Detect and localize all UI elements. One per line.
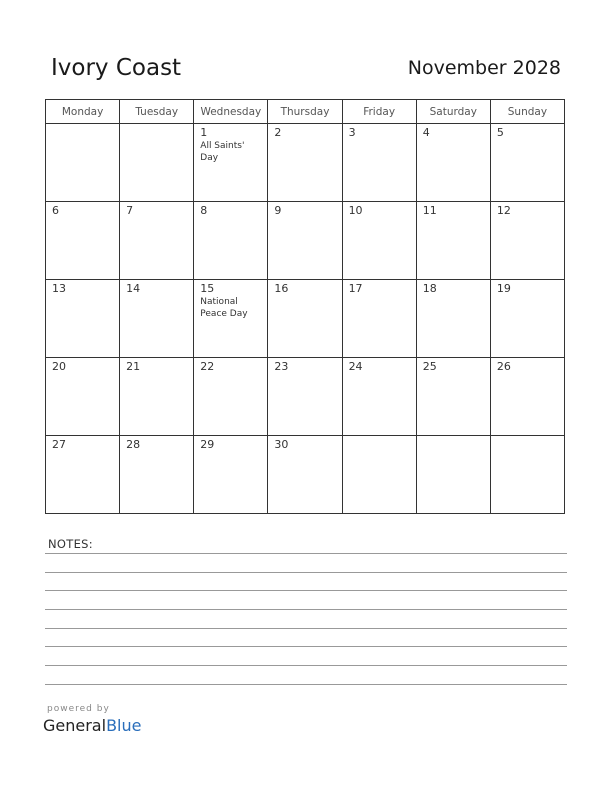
day-number: 30 <box>274 438 289 451</box>
powered-by-text: powered by <box>47 704 110 714</box>
week-row <box>46 280 565 358</box>
day-number: 14 <box>126 282 141 295</box>
day-number: 6 <box>52 204 59 217</box>
week-row <box>46 358 565 436</box>
week-row <box>46 202 565 280</box>
day-number: 3 <box>348 126 356 139</box>
day-cell <box>416 280 490 358</box>
day-number: 28 <box>126 438 141 451</box>
day-cell <box>46 358 120 436</box>
day-number: 19 <box>496 282 511 295</box>
day-number: 11 <box>422 204 437 217</box>
day-number: 21 <box>126 360 141 373</box>
day-cell <box>268 280 342 358</box>
day-cell <box>194 436 268 514</box>
notes-line <box>45 646 567 647</box>
weekday-tuesday: Tuesday <box>120 100 194 124</box>
month-year-title: November 2028 <box>407 57 561 79</box>
day-number: 26 <box>496 360 511 373</box>
day-cell <box>490 358 564 436</box>
notes-line <box>45 572 567 573</box>
weekday-sunday: Sunday <box>490 100 564 124</box>
day-cell <box>268 202 342 280</box>
holiday-label: National Peace Day <box>200 297 248 319</box>
day-cell <box>120 280 194 358</box>
day-number: 5 <box>496 126 504 139</box>
day-cell <box>194 280 268 358</box>
day-cell <box>46 436 120 514</box>
notes-line <box>45 553 567 554</box>
day-cell <box>342 436 416 514</box>
holiday-label: All Saints' Day <box>200 141 245 163</box>
day-cell <box>194 202 268 280</box>
day-number: 12 <box>496 204 511 217</box>
notes-line <box>45 628 567 629</box>
weekday-thursday: Thursday <box>268 100 342 124</box>
day-cell <box>490 124 564 202</box>
day-number: 22 <box>200 360 215 373</box>
notes-line <box>45 684 567 685</box>
day-number: 29 <box>200 438 215 451</box>
day-cell <box>194 124 268 202</box>
day-cell <box>490 280 564 358</box>
day-number: 27 <box>52 438 66 451</box>
day-cell <box>342 124 416 202</box>
week-row <box>46 436 565 514</box>
day-cell <box>416 202 490 280</box>
weekday-saturday: Saturday <box>416 100 490 124</box>
notes-label: NOTES: <box>48 537 93 551</box>
day-cell <box>342 202 416 280</box>
day-cell <box>268 436 342 514</box>
weekday-monday: Monday <box>46 100 120 124</box>
day-cell <box>268 124 342 202</box>
notes-line <box>45 590 567 591</box>
day-number: 8 <box>200 204 208 217</box>
day-cell <box>120 124 194 202</box>
brand-blue: Blue <box>106 716 142 735</box>
day-number: 16 <box>274 282 289 295</box>
week-row <box>46 124 565 202</box>
country-title: Ivory Coast <box>51 55 182 81</box>
day-number: 10 <box>348 204 363 217</box>
day-cell <box>490 202 564 280</box>
day-number: 7 <box>126 204 134 217</box>
day-cell <box>46 202 120 280</box>
day-number: 13 <box>52 282 66 295</box>
day-cell <box>416 436 490 514</box>
day-number: 2 <box>274 126 282 139</box>
day-cell <box>342 358 416 436</box>
day-number: 18 <box>422 282 437 295</box>
day-number: 15 <box>200 282 215 295</box>
calendar-grid <box>45 99 565 514</box>
notes-line <box>45 665 567 666</box>
weekday-wednesday: Wednesday <box>194 100 268 124</box>
weekday-header-row <box>46 100 565 124</box>
day-cell <box>416 358 490 436</box>
day-cell <box>120 358 194 436</box>
day-cell <box>268 358 342 436</box>
day-cell <box>120 436 194 514</box>
day-cell <box>342 280 416 358</box>
day-cell <box>194 358 268 436</box>
day-number: 9 <box>274 204 282 217</box>
day-number: 24 <box>348 360 363 373</box>
day-number: 4 <box>422 126 430 139</box>
day-number: 1 <box>200 126 208 139</box>
day-cell <box>120 202 194 280</box>
brand-general: General <box>43 716 107 735</box>
brand-logo <box>43 716 141 735</box>
notes-line <box>45 609 567 610</box>
weekday-friday: Friday <box>342 100 416 124</box>
day-cell <box>416 124 490 202</box>
day-cell <box>46 124 120 202</box>
day-number: 23 <box>274 360 289 373</box>
day-cell <box>490 436 564 514</box>
day-number: 25 <box>422 360 437 373</box>
day-number: 20 <box>52 360 66 373</box>
day-number: 17 <box>348 282 363 295</box>
day-cell <box>46 280 120 358</box>
